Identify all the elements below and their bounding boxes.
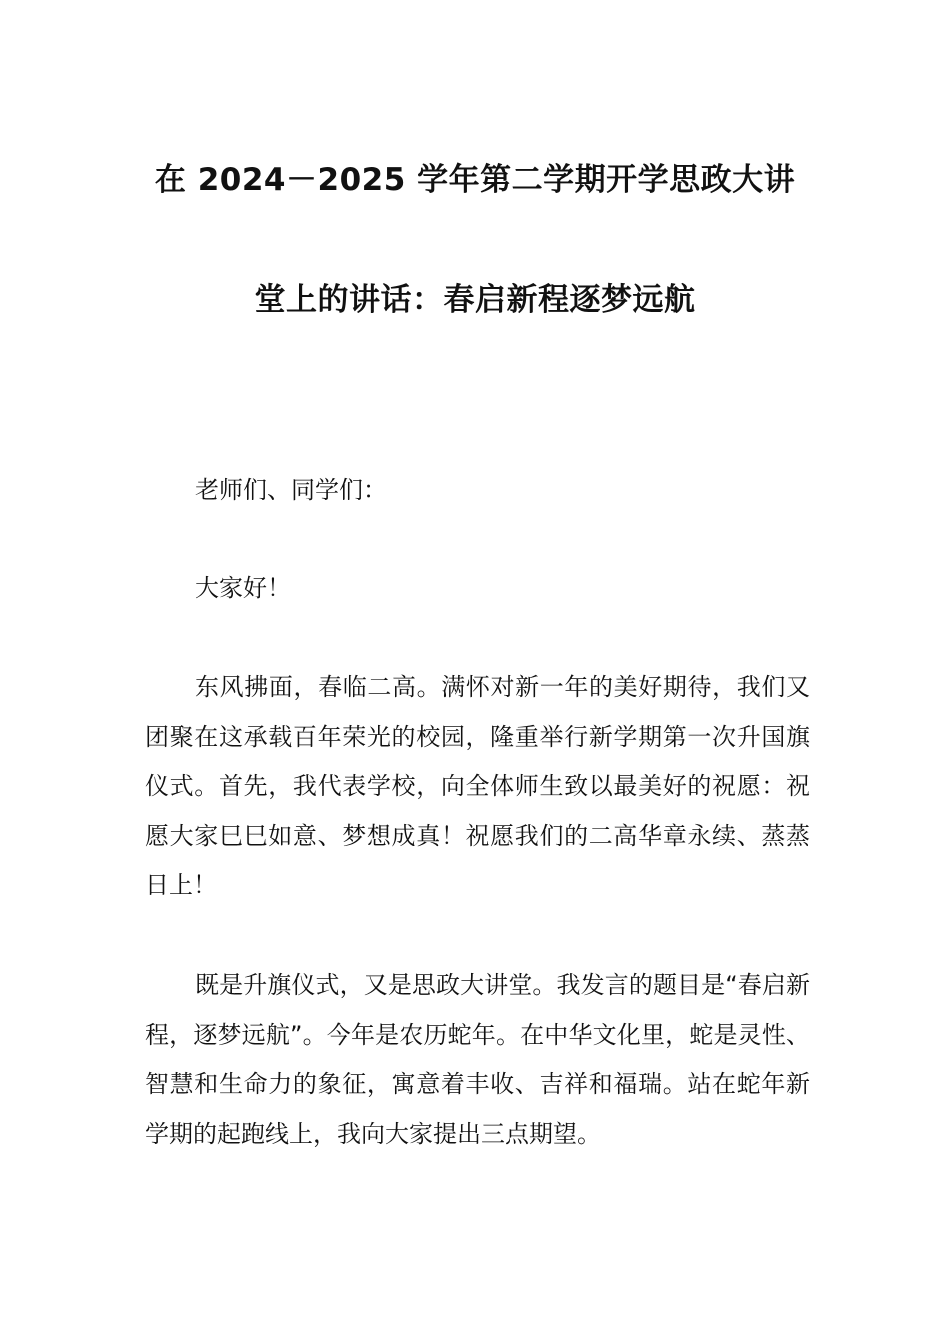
body-paragraph-1: 东风拂面，春临二高。满怀对新一年的美好期待，我们又团聚在这承载百年荣光的校园，隆重举行新学期第一次升国旗仪式。首先，我代表学校，向全体师生致以最美好的祝愿：祝愿大家巳巳如意、梦想成真！祝愿我们的二高华章永续、蒸蒸日上！	[145, 673, 810, 899]
salutation: 老师们、同学们：	[195, 476, 387, 504]
document-title-line-1: 在 2024－2025 学年第二学期开学思政大讲	[154, 162, 796, 198]
body-paragraph-2: 既是升旗仪式，又是思政大讲堂。我发言的题目是“春启新程，逐梦远航”。今年是农历蛇年。在中华文化里，蛇是灵性、智慧和生命力的象征，寓意着丰收、吉祥和福瑞。站在蛇年新学期的起跑线上，我向大家提出三点期望。	[145, 971, 810, 1148]
greeting: 大家好！	[195, 574, 291, 602]
document-title-line-2: 堂上的讲话：春启新程逐梦远航	[254, 282, 696, 318]
